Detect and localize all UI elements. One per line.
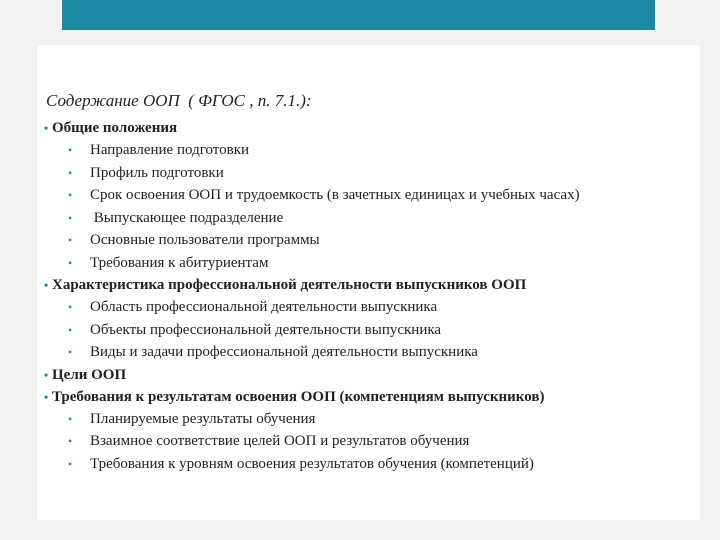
sub-list [44, 408, 694, 476]
list-item-text: Область профессиональной деятельности выпускника [90, 299, 438, 315]
bullet-icon: • [68, 210, 73, 225]
bullet-icon: • [68, 255, 73, 270]
section-heading [44, 386, 694, 408]
list-item-text: Виды и задачи профессиональной деятельности выпускника [90, 344, 478, 360]
list-item [44, 162, 694, 185]
bullet-icon: • [68, 300, 73, 314]
bullet-icon: • [68, 143, 73, 157]
bullet-icon: • [68, 456, 73, 471]
section-heading-text: Общие положения [52, 120, 178, 136]
section-heading [44, 274, 694, 296]
header-accent-bar [62, 0, 655, 30]
list-item [44, 184, 694, 207]
list-item [44, 139, 694, 162]
section-heading [44, 117, 694, 139]
list-item [44, 319, 694, 342]
list-item-text: Планируемые результаты обучения [90, 410, 316, 427]
section-heading [44, 364, 694, 386]
list-item-text: Срок освоения ООП и трудоемкость (в зачетных единицах и учебных часах) [90, 187, 580, 203]
list-item [44, 252, 694, 275]
list-item-text: Объекты профессиональной деятельности выпускника [90, 321, 442, 338]
list-item [44, 453, 694, 476]
bullet-icon: • [68, 188, 73, 202]
bullet-icon: • [68, 434, 73, 448]
bullet-icon: • [68, 345, 73, 359]
list-item [44, 341, 694, 364]
list-item [44, 296, 694, 319]
bullet-icon: • [44, 121, 49, 135]
section-heading-text: Цели ООП [52, 366, 127, 383]
bullet-icon: • [68, 233, 73, 247]
list-item [44, 229, 694, 252]
list-item-text: Профиль подготовки [90, 164, 224, 181]
bullet-icon: • [68, 165, 73, 180]
section-heading-text: Требования к результатам освоения ООП (компетенциям выпускников) [52, 388, 545, 405]
sub-list [44, 296, 694, 364]
list-item [44, 207, 694, 230]
list-item-text: Направление подготовки [90, 142, 250, 158]
bullet-icon: • [68, 322, 73, 337]
list-item-text: Требования к уровням освоения результатов обучения (компетенций) [90, 455, 534, 472]
list-item-text: Основные пользователи программы [90, 232, 320, 248]
list-item-text: Требования к абитуриентам [90, 254, 269, 271]
list-item-text: Выпускающее подразделение [90, 209, 284, 226]
content-outline [44, 117, 694, 475]
list-item [44, 408, 694, 431]
section-heading-text: Характеристика профессиональной деятельности выпускников ООП [52, 277, 527, 293]
bullet-icon: • [44, 389, 49, 404]
slide-title: Содержание ООП ( ФГОС , п. 7.1.): [46, 91, 312, 110]
list-item-text: Взаимное соответствие целей ООП и результатов обучения [90, 433, 470, 449]
bullet-icon: • [44, 278, 49, 292]
bullet-icon: • [44, 367, 49, 382]
list-item [44, 430, 694, 453]
sub-list [44, 139, 694, 274]
bullet-icon: • [68, 411, 73, 426]
